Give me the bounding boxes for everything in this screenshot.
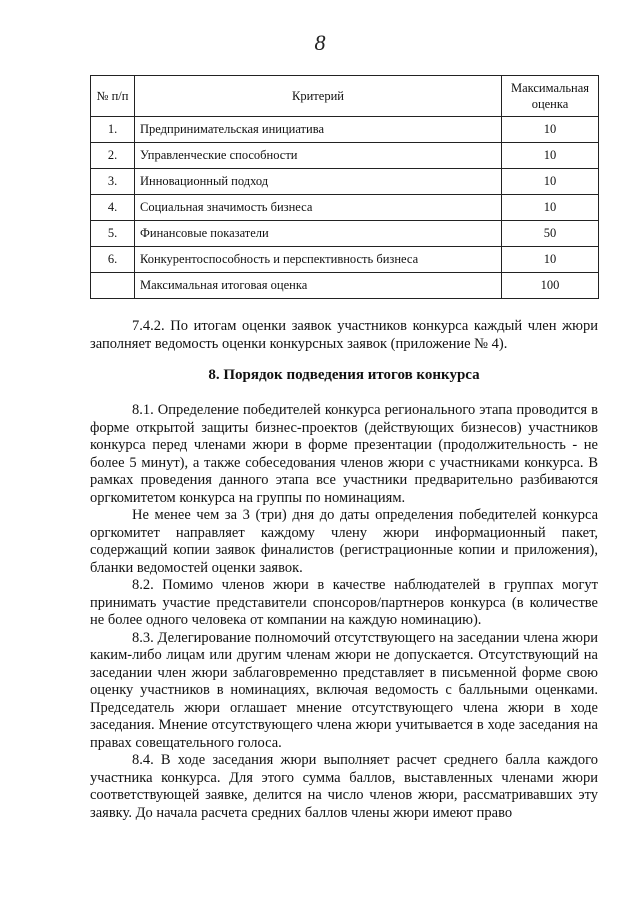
table-row: [91, 221, 599, 247]
paragraph-8-2: 8.2. Помимо членов жюри в качестве наблюдателей в группах могут принимать участие представители спонсоров/партнеров конкурса (в количестве не более одного человека от компании на каждую номинацию).: [90, 577, 598, 628]
row-num: 5.: [91, 221, 135, 247]
total-num: [91, 273, 135, 299]
row-max: 10: [502, 247, 599, 273]
row-num: 2.: [91, 143, 135, 169]
paragraph-8-1-b: Не менее чем за 3 (три) дня до даты определения победителей конкурса оргкомитет направляет каждому члену жюри информационный пакет, содержащий копии заявок финалистов (регистрационные копии и приложения), бланки ведомостей оценки заявок.: [90, 507, 598, 576]
table-row: [91, 117, 599, 143]
row-max: 10: [502, 169, 599, 195]
row-criterion: Конкурентоспособность и перспективность бизнеса: [135, 247, 502, 273]
table-row: [91, 247, 599, 273]
row-num: 3.: [91, 169, 135, 195]
paragraph-7-4-2: 7.4.2. По итогам оценки заявок участников конкурса каждый член жюри заполняет ведомость оценки конкурсных заявок (приложение № 4).: [90, 318, 598, 352]
section-7-4-2: [90, 318, 598, 353]
header-criterion: Критерий: [135, 76, 502, 117]
paragraph-8-3: 8.3. Делегирование полномочий отсутствующего на заседании члена жюри каким-либо лицам или другим членам жюри не допускается. Отсутствующий на заседании член жюри заблаговременно представляет в письменной форме свою оценку участников в номинациях, включая ведомость с балльными оценками. Председатель жюри оглашает мнение отсутствующего члена жюри в ходе заседания. Мнение отсутствующего члена жюри учитывается в ходе заседания на правах совещательного голоса.: [90, 629, 598, 751]
row-num: 1.: [91, 117, 135, 143]
section-8-title: 8. Порядок подведения итогов конкурса: [208, 367, 480, 383]
row-criterion: Финансовые показатели: [135, 221, 502, 247]
paragraph-8-4: 8.4. В ходе заседания жюри выполняет расчет среднего балла каждого участника конкурса. Для этого сумма баллов, выставленных членами жюри соответствующей заявке, делится на число членов жюри, рассматривавших эту заявку. До начала расчета средних баллов члены жюри имеют право: [90, 752, 598, 821]
row-max: 10: [502, 143, 599, 169]
row-max: 10: [502, 195, 599, 221]
page-number: 8: [314, 30, 326, 55]
section-8-body: [90, 402, 598, 822]
header-num: № п/п: [91, 76, 135, 117]
total-max: 100: [502, 273, 599, 299]
row-num: 4.: [91, 195, 135, 221]
table-total-row: [91, 273, 599, 299]
row-criterion: Социальная значимость бизнеса: [135, 195, 502, 221]
table-header-row: [91, 76, 599, 117]
row-max: 50: [502, 221, 599, 247]
table-row: [91, 195, 599, 221]
row-criterion: Инновационный подход: [135, 169, 502, 195]
row-criterion: Управленческие способности: [135, 143, 502, 169]
criteria-table: [90, 75, 599, 299]
header-max: Максимальная оценка: [502, 76, 599, 117]
table-row: [91, 143, 599, 169]
paragraph-8-1: 8.1. Определение победителей конкурса регионального этапа проводится в форме открытой защиты бизнес-проектов (действующих бизнесов) участников конкурса перед членами жюри в форме презентации (продолжительность - не более 5 минут), а также собеседования членов жюри с участниками конкурса. В рамках проведения данного этапа все участники предварительно разбиваются оргкомитетом конкурса на группы по номинациям.: [90, 402, 598, 506]
row-num: 6.: [91, 247, 135, 273]
row-max: 10: [502, 117, 599, 143]
total-criterion: Максимальная итоговая оценка: [135, 273, 502, 299]
table-row: [91, 169, 599, 195]
row-criterion: Предпринимательская инициатива: [135, 117, 502, 143]
